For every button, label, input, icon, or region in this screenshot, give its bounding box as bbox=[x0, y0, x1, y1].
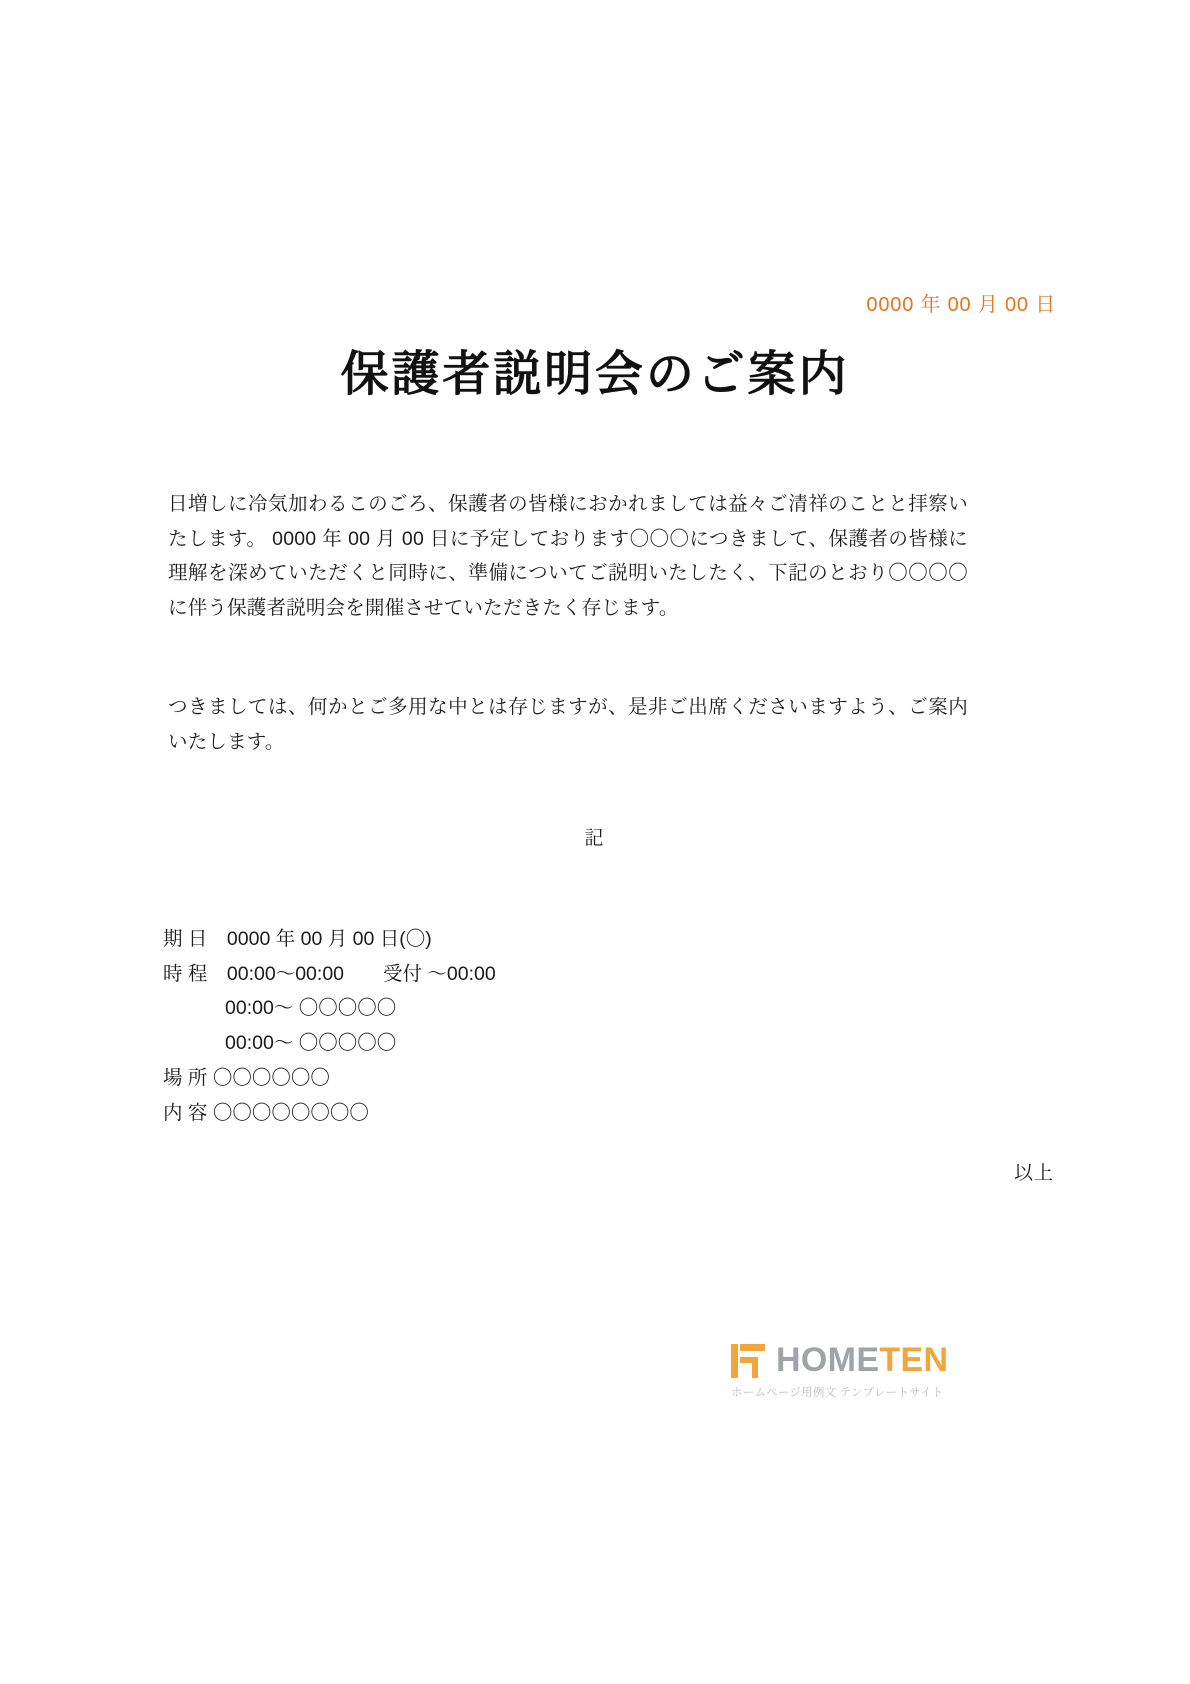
page-title: 保護者説明会のご案内 bbox=[340, 346, 850, 402]
body-paragraph-2: つきましては、何かとご多用な中とは存じますが、是非ご出席くださいますよう、ご案内いたします。 bbox=[168, 696, 968, 753]
hometen-wordmark-part1: HOME bbox=[776, 1341, 880, 1379]
document-date: 0000 年 00 月 00 日 bbox=[866, 294, 1056, 316]
body-paragraph-1: 日増しに冷気加わるこのごろ、保護者の皆様におかれましては益々ご清祥のことと拝察いたします。 0000 年 00 月 00 日に予定しております〇〇〇につきまして、保護者の皆様に理解を深めていただくと同時に、準備についてご説明いたしたく、下記のとおり〇〇〇〇に伴う保護者説明会を開催させていただきたく存じます。 bbox=[168, 493, 968, 620]
event-details bbox=[163, 922, 496, 1130]
detail-row-content: 内 容 〇〇〇〇〇〇〇〇 bbox=[163, 1101, 369, 1124]
hometen-logo bbox=[730, 1340, 955, 1405]
detail-row-place: 場 所 〇〇〇〇〇〇 bbox=[163, 1066, 330, 1089]
detail-row-schedule-sub-1: 00:00〜 〇〇〇〇〇 bbox=[225, 997, 397, 1020]
detail-row-schedule-sub-2: 00:00〜 〇〇〇〇〇 bbox=[225, 1032, 397, 1055]
ki-label: 記 bbox=[584, 828, 606, 849]
hometen-wordmark-part2: TEN bbox=[879, 1341, 949, 1379]
hometen-wordmark bbox=[776, 1340, 948, 1380]
closing-label: 以上 bbox=[1014, 1163, 1054, 1184]
hometen-tagline: ホームページ用例文 テンプレートサイト bbox=[731, 1387, 944, 1399]
hometen-mark-icon bbox=[730, 1342, 766, 1380]
detail-row-date: 期 日 0000 年 00 月 00 日(〇) bbox=[163, 928, 432, 950]
detail-row-schedule: 時 程 00:00〜00:00 受付 〜00:00 bbox=[163, 962, 496, 985]
